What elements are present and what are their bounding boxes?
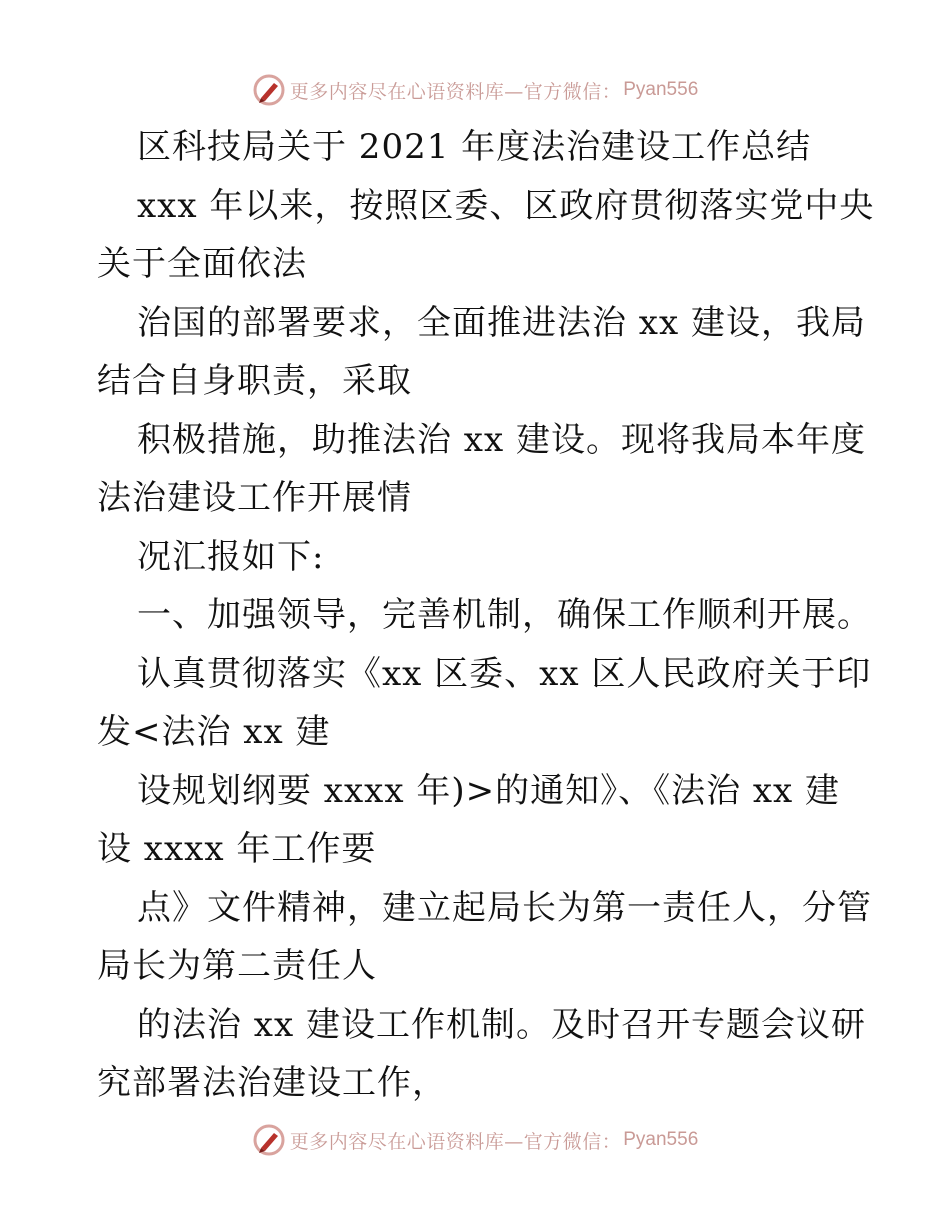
- text-line: 治国的部署要求，全面推进法治 xx 建设，我局: [137, 302, 866, 343]
- banner-text: 更多内容尽在心语资料库—官方微信：: [289, 80, 622, 103]
- pen-logo-icon: [252, 73, 286, 107]
- text-line: 局长为第二责任人: [97, 946, 377, 986]
- text-line: 设规划纲要 xxxx 年)>的通知》、《法治 xx 建: [137, 770, 841, 811]
- text-line: xxx 年以来，按照区委、区政府贯彻落实党中央: [137, 185, 875, 226]
- wechat-id: Pyan556: [623, 1129, 699, 1150]
- text-line: 的法治 xx 建设工作机制。及时召开专题会议研: [137, 1004, 866, 1045]
- text-line: 发<法治 xx 建: [97, 712, 331, 752]
- text-line: 结合自身职责，采取: [97, 361, 412, 401]
- text-line: 关于全面依法: [97, 244, 307, 284]
- text-line: 究部署法治建设工作，: [97, 1063, 447, 1103]
- text-line: 况汇报如下:: [137, 536, 325, 577]
- text-line: 点》文件精神，建立起局长为第一责任人，分管: [137, 887, 872, 928]
- text-line: 法治建设工作开展情: [97, 478, 412, 518]
- text-line: 积极措施，助推法治 xx 建设。现将我局本年度: [137, 419, 866, 460]
- text-line: 设 xxxx 年工作要: [97, 829, 377, 869]
- banner-text: 更多内容尽在心语资料库—官方微信：: [289, 1130, 622, 1153]
- pen-logo-icon: [252, 1123, 286, 1157]
- text-line: 认真贯彻落实《xx 区委、xx 区人民政府关于印: [137, 653, 872, 694]
- document-title: 区科技局关于 2021 年度法治建设工作总结: [137, 127, 812, 167]
- header-banner: [0, 72, 950, 108]
- document-body: [97, 118, 875, 1113]
- footer-banner: [0, 1122, 950, 1158]
- text-line: 一、加强领导，完善机制，确保工作顺利开展。: [137, 595, 872, 635]
- wechat-id: Pyan556: [623, 79, 699, 100]
